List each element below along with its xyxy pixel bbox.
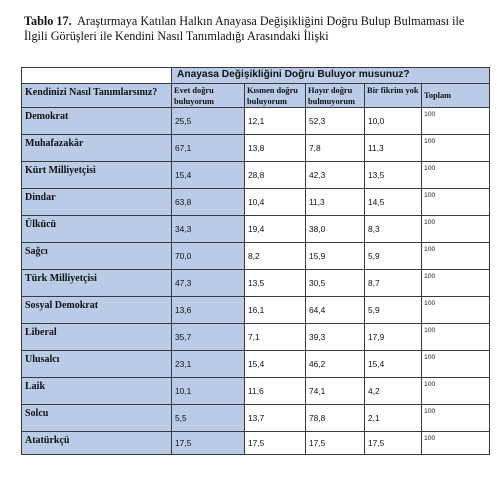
cell-hayir: 39,3: [306, 324, 365, 351]
table-row: [22, 189, 490, 216]
cell-toplam: 100: [422, 378, 490, 405]
row-label: Liberal: [22, 324, 172, 351]
cell-toplam: 100: [422, 297, 490, 324]
table-row: [22, 135, 490, 162]
cell-toplam: 100: [422, 216, 490, 243]
cell-evet: 17,5: [172, 432, 245, 455]
table-row: [22, 297, 490, 324]
caption-title-line1: Araştırmaya Katılan Halkın Anayasa Değişikliğini Doğru Bulup Bulmaması ile: [77, 14, 465, 28]
row-label: Demokrat: [22, 108, 172, 135]
row-label: Laik: [22, 378, 172, 405]
cell-hayir: 17,5: [306, 432, 365, 455]
col-header-3-line2: bulmuyorum: [308, 97, 356, 106]
cell-fikir-yok: 8,3: [365, 216, 422, 243]
cell-hayir: 15,9: [306, 243, 365, 270]
cell-evet: 35,7: [172, 324, 245, 351]
col-header-3: [306, 84, 365, 108]
cell-hayir: 64,4: [306, 297, 365, 324]
cell-toplam: 100: [422, 162, 490, 189]
cell-fikir-yok: 8,7: [365, 270, 422, 297]
empty-corner-cell: [22, 68, 172, 84]
table-caption: [24, 14, 494, 44]
cell-kismen: 28,8: [245, 162, 306, 189]
caption-title-line2: İlgili Görüşleri ile Kendini Nasıl Tanımladığı Arasındaki İlişki: [24, 29, 329, 43]
cell-hayir: 11,3: [306, 189, 365, 216]
cell-kismen: 10,4: [245, 189, 306, 216]
cell-hayir: 74,1: [306, 378, 365, 405]
cell-hayir: 52,3: [306, 108, 365, 135]
cell-evet: 23,1: [172, 351, 245, 378]
cell-kismen: 16,1: [245, 297, 306, 324]
cell-evet: 5,5: [172, 405, 245, 432]
col-header-1-line2: buluyorum: [174, 97, 215, 106]
cell-evet: 70,0: [172, 243, 245, 270]
cell-hayir: 42,3: [306, 162, 365, 189]
cell-kismen: 13,7: [245, 405, 306, 432]
cell-hayir: 30,5: [306, 270, 365, 297]
table-row: [22, 432, 490, 455]
table-row: [22, 378, 490, 405]
table-column-header-row: [22, 84, 490, 108]
cell-hayir: 38,0: [306, 216, 365, 243]
cell-toplam: 100: [422, 270, 490, 297]
cell-toplam: 100: [422, 189, 490, 216]
row-label: Atatürkçü: [22, 432, 172, 455]
row-label: Muhafazakâr: [22, 135, 172, 162]
cell-evet: 10,1: [172, 378, 245, 405]
col-header-2-line2: buluyorum: [247, 97, 288, 106]
cell-toplam: 100: [422, 405, 490, 432]
row-label: Ulusalcı: [22, 351, 172, 378]
row-label: Sosyal Demokrat: [22, 297, 172, 324]
row-label: Türk Milliyetçisi: [22, 270, 172, 297]
row-label: Kürt Milliyetçisi: [22, 162, 172, 189]
cell-fikir-yok: 17,9: [365, 324, 422, 351]
row-label: Sağcı: [22, 243, 172, 270]
cell-evet: 67,1: [172, 135, 245, 162]
cell-kismen: 13,5: [245, 270, 306, 297]
cell-evet: 47,3: [172, 270, 245, 297]
row-label: Dindar: [22, 189, 172, 216]
cell-evet: 13,6: [172, 297, 245, 324]
cell-fikir-yok: 2,1: [365, 405, 422, 432]
col-header-5: [422, 84, 490, 108]
col-header-5-line1: Toplam: [424, 91, 452, 100]
cell-hayir: 78,8: [306, 405, 365, 432]
table-row: [22, 405, 490, 432]
table-row: [22, 270, 490, 297]
row-header-label: Kendinizi Nasıl Tanımlarsınız?: [22, 84, 172, 108]
table-row: [22, 108, 490, 135]
data-table: [21, 67, 490, 455]
cell-toplam: 100: [422, 324, 490, 351]
table-row: [22, 216, 490, 243]
cell-evet: 15,4: [172, 162, 245, 189]
table-row: [22, 243, 490, 270]
col-header-4-line1: Bir fikrim yok: [367, 86, 419, 95]
row-label: Solcu: [22, 405, 172, 432]
cell-toplam: 100: [422, 243, 490, 270]
cell-fikir-yok: 11,3: [365, 135, 422, 162]
cell-fikir-yok: 5,9: [365, 297, 422, 324]
col-header-4: [365, 84, 422, 108]
cell-toplam: 100: [422, 135, 490, 162]
cell-kismen: 7,1: [245, 324, 306, 351]
cell-kismen: 12,1: [245, 108, 306, 135]
col-header-1: [172, 84, 245, 108]
table-row: [22, 351, 490, 378]
cell-evet: 63,8: [172, 189, 245, 216]
cell-fikir-yok: 13,5: [365, 162, 422, 189]
cell-evet: 25,5: [172, 108, 245, 135]
cell-kismen: 19,4: [245, 216, 306, 243]
caption-label: Tablo 17.: [24, 14, 72, 28]
table-row: [22, 324, 490, 351]
cell-kismen: 17,5: [245, 432, 306, 455]
table-row: [22, 162, 490, 189]
cell-fikir-yok: 10,0: [365, 108, 422, 135]
cell-kismen: 15,4: [245, 351, 306, 378]
col-header-3-line1: Hayır doğru: [308, 86, 353, 95]
cell-fikir-yok: 4,2: [365, 378, 422, 405]
cell-toplam: 100: [422, 351, 490, 378]
cell-hayir: 7,8: [306, 135, 365, 162]
cell-kismen: 8,2: [245, 243, 306, 270]
cell-kismen: 13,8: [245, 135, 306, 162]
cell-fikir-yok: 15,4: [365, 351, 422, 378]
row-label: Ülkücü: [22, 216, 172, 243]
cell-toplam: 100: [422, 108, 490, 135]
col-header-2-line1: Kısmen doğru: [247, 86, 298, 95]
question-header: Anayasa Değişikliğini Doğru Buluyor musunuz?: [172, 68, 490, 84]
cell-fikir-yok: 17,5: [365, 432, 422, 455]
cell-hayir: 46,2: [306, 351, 365, 378]
col-header-2: [245, 84, 306, 108]
col-header-1-line1: Evet doğru: [174, 86, 214, 95]
cell-kismen: 11,6: [245, 378, 306, 405]
table-super-header-row: [22, 68, 490, 84]
cell-toplam: 100: [422, 432, 490, 455]
cell-fikir-yok: 14,5: [365, 189, 422, 216]
cell-evet: 34,3: [172, 216, 245, 243]
cell-fikir-yok: 5,9: [365, 243, 422, 270]
